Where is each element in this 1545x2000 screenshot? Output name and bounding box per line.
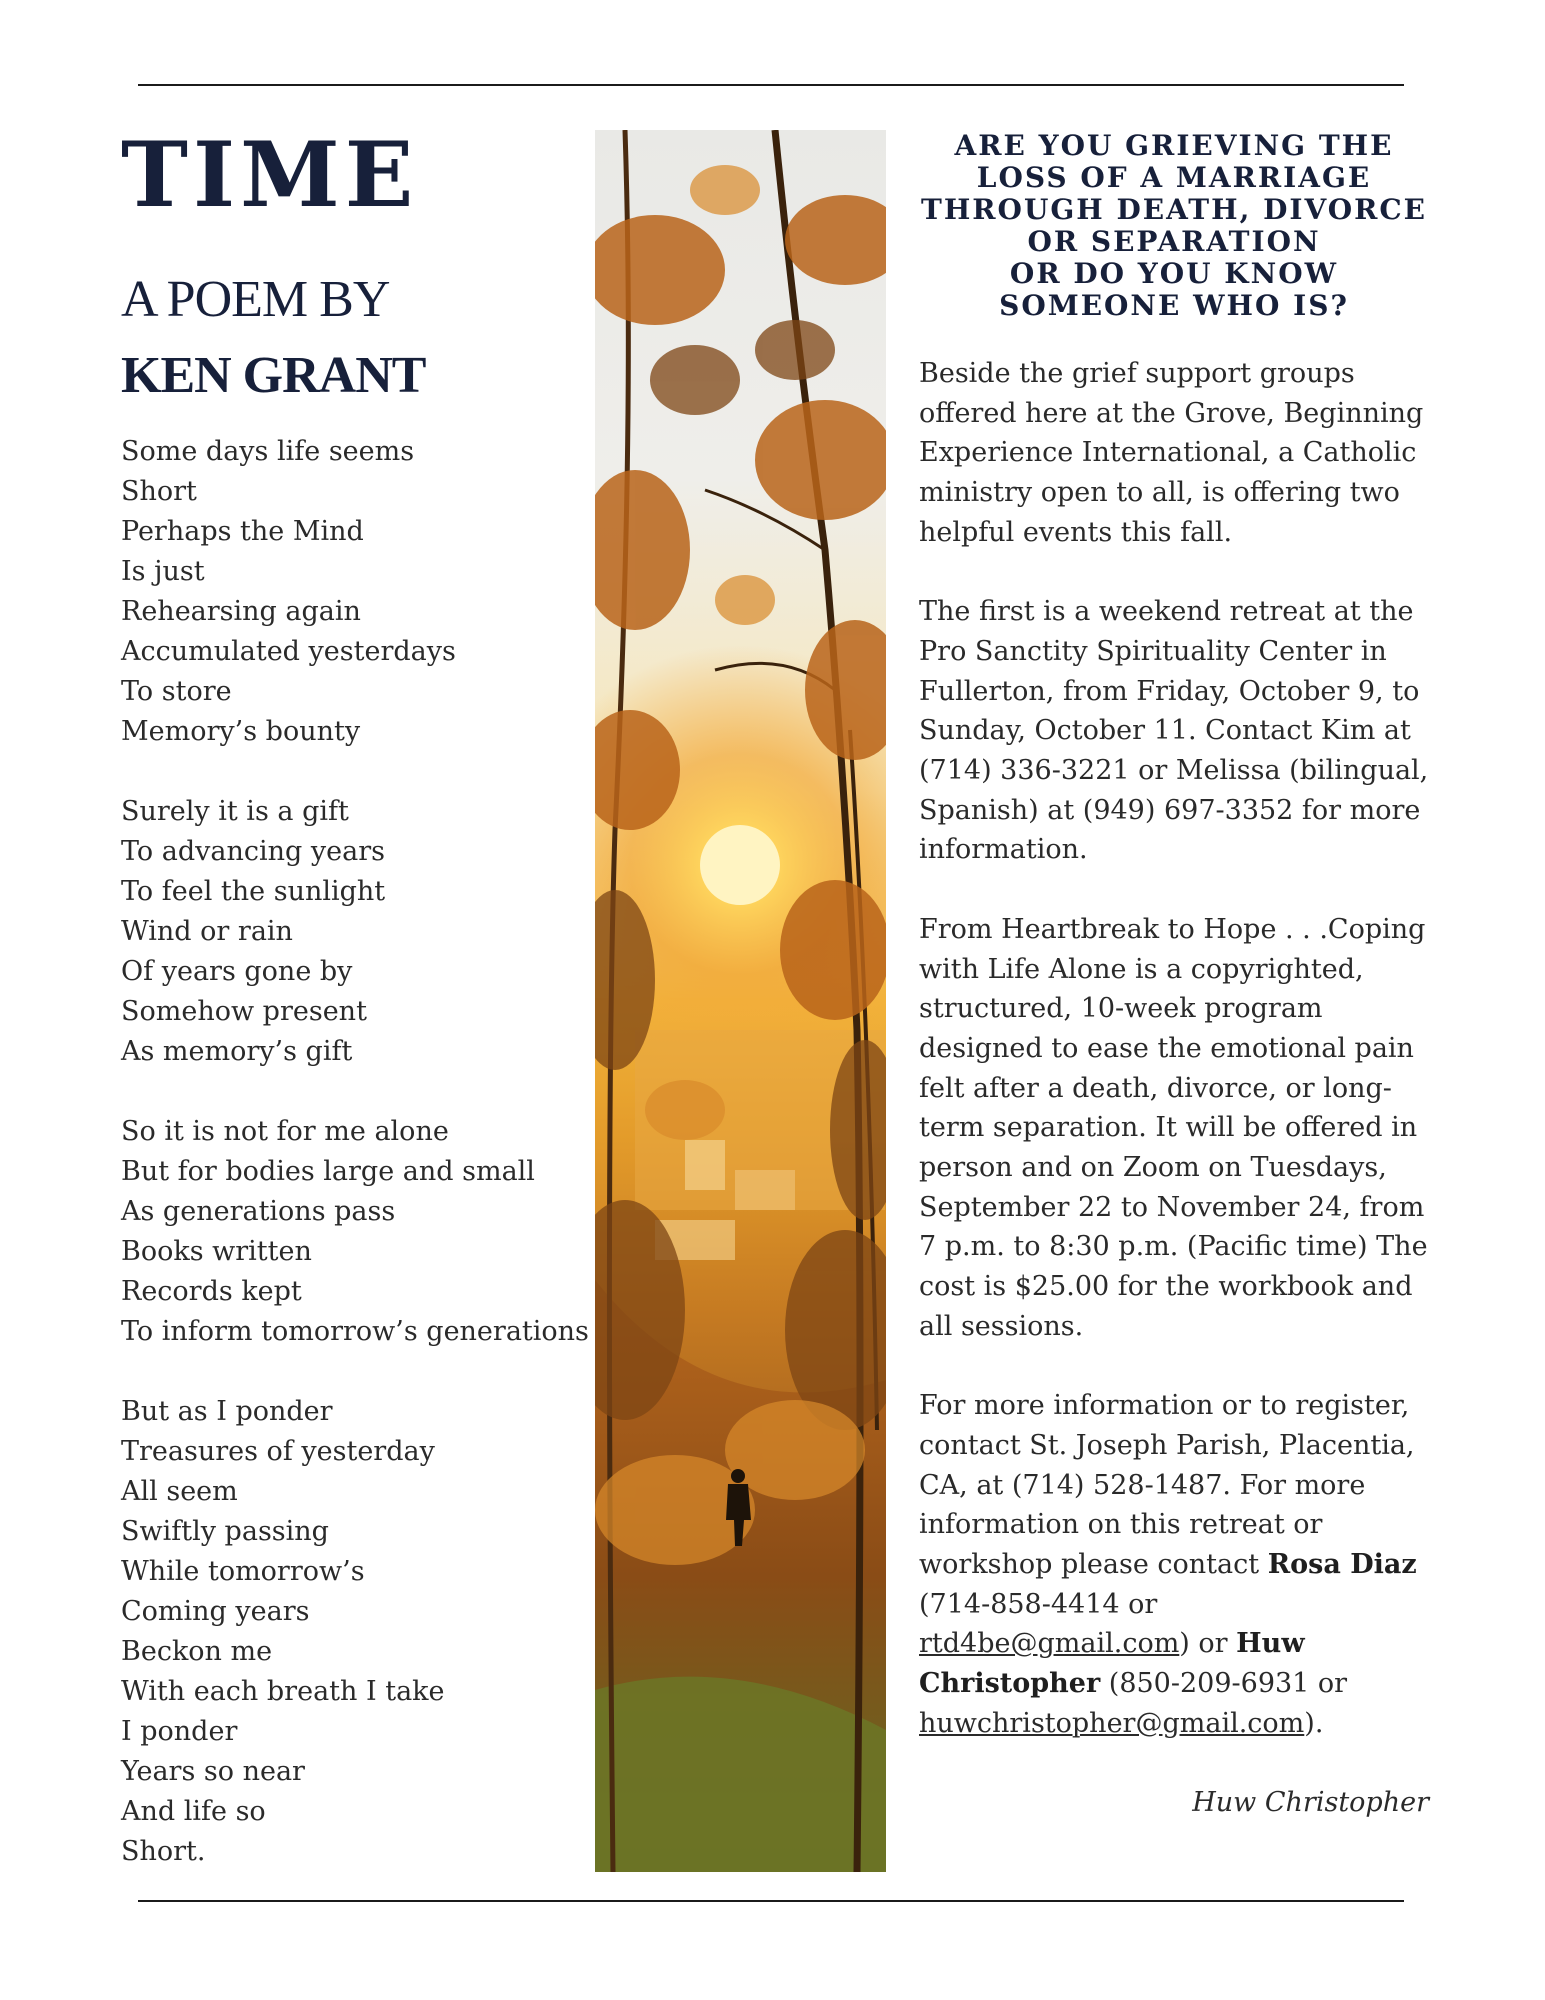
poem-title: TIME (121, 122, 419, 228)
poem-line: Rehearsing again (121, 596, 361, 627)
poem-line: Books written (121, 1236, 312, 1267)
autumn-forest-photo (595, 130, 886, 1872)
paragraph-contact (919, 1386, 1429, 1743)
headline-line: THROUGH DEATH, DIVORCE (921, 193, 1427, 226)
poem-line: Beckon me (121, 1636, 273, 1667)
headline-line: OR DO YOU KNOW (1009, 257, 1339, 290)
contact-phone-huw: (850-209-6931 or (1100, 1668, 1348, 1700)
poem-line: While tomorrow’s (121, 1556, 365, 1587)
poem-line: To inform tomorrow’s generations (121, 1316, 589, 1347)
poem-line: To store (121, 676, 232, 707)
poem-line: Coming years (121, 1596, 310, 1627)
article-headline (919, 130, 1429, 322)
poem-line: As memory’s gift (121, 1036, 353, 1067)
poem-line: Years so near (121, 1756, 305, 1787)
stanza-2 (121, 792, 581, 1072)
poem-line: Short. (121, 1836, 206, 1867)
article-signature: Huw Christopher (1192, 1787, 1429, 1819)
top-rule (138, 84, 1404, 86)
contact-name-rosa: Rosa Diaz (1267, 1549, 1417, 1581)
contact-intro: For more information or to register, contact St. Joseph Parish, Placentia, CA, at (714) 528-1487. For more information on this retreat or workshop please contact (919, 1390, 1415, 1581)
poem-line: Of years gone by (121, 956, 353, 987)
paragraph-program: From Heartbreak to Hope . . .Coping with Life Alone is a copyrighted, structured, 10-week program designed to ease the emotional pain felt after a death, divorce, or long-term separation. It will be offered in person and on Zoom on Tuesdays, September 22 to November 24, from 7 p.m. to 8:30 p.m. (Pacific time) The cost is $25.00 for the workbook and all sessions. (919, 913, 1428, 1342)
bottom-rule (138, 1900, 1404, 1902)
stanza-4 (121, 1392, 581, 1872)
poem-line: To feel the sunlight (121, 876, 386, 907)
headline-line: OR SEPARATION (1027, 225, 1321, 258)
poem-line: But for bodies large and small (121, 1156, 535, 1187)
poem-line: Short (121, 476, 197, 507)
poem-line: Records kept (121, 1276, 302, 1307)
poem-line: But as I ponder (121, 1396, 333, 1427)
contact-close: ). (1304, 1707, 1324, 1739)
headline-line: ARE YOU GRIEVING THE (954, 129, 1394, 162)
article-body (919, 354, 1429, 1744)
poem-author: KEN GRANT (121, 347, 426, 404)
headline-line: SOMEONE WHO IS? (999, 289, 1349, 322)
email-link-rosa[interactable]: rtd4be@gmail.com (919, 1628, 1180, 1660)
poem-line: Swiftly passing (121, 1516, 329, 1547)
contact-name-huw: Huw Christopher (919, 1628, 1305, 1700)
poem-line: With each breath I take (121, 1676, 445, 1707)
article-column (919, 130, 1429, 1823)
poem-line: Treasures of yesterday (121, 1436, 435, 1467)
poem-line: As generations pass (121, 1196, 396, 1227)
email-link-huw[interactable]: huwchristopher@gmail.com (919, 1707, 1305, 1739)
poem-byline: A POEM BY (121, 271, 390, 328)
contact-separator: ) or (1179, 1628, 1237, 1660)
poem-line: I ponder (121, 1716, 238, 1747)
forest-sunset-icon (595, 130, 886, 1872)
poem-line: Is just (121, 556, 205, 587)
poem-column (121, 122, 589, 1912)
headline-line: LOSS OF A MARRIAGE (976, 161, 1372, 194)
stanza-3 (121, 1112, 589, 1352)
paragraph-intro: Beside the grief support groups offered here at the Grove, Beginning Experience International, a Catholic ministry open to all, is offering two helpful events this fall. (919, 358, 1424, 548)
poem-line: Accumulated yesterdays (121, 636, 456, 667)
poem-line: Some days life seems (121, 436, 415, 467)
poem-line: All seem (121, 1476, 238, 1507)
poem-line: And life so (121, 1796, 266, 1827)
contact-phone-rosa: (714-858-4414 or (919, 1588, 1158, 1620)
poem-line: To advancing years (121, 836, 385, 867)
poem-stanzas (121, 432, 589, 1872)
poem-line: So it is not for me alone (121, 1116, 449, 1147)
poem-line: Wind or rain (121, 916, 293, 947)
paragraph-retreat: The first is a weekend retreat at the Pro Sanctity Spirituality Center in Fullerton, from Friday, October 9, to Sunday, October 11. Contact Kim at (714) 336-3221 or Melissa (bilingual, Spanish) at (949) 697-3352 for more information. (919, 596, 1429, 866)
poem-line: Memory’s bounty (121, 716, 361, 747)
stanza-1 (121, 432, 581, 752)
poem-line: Surely it is a gift (121, 796, 349, 827)
poem-line: Somehow present (121, 996, 367, 1027)
poem-line: Perhaps the Mind (121, 516, 364, 547)
